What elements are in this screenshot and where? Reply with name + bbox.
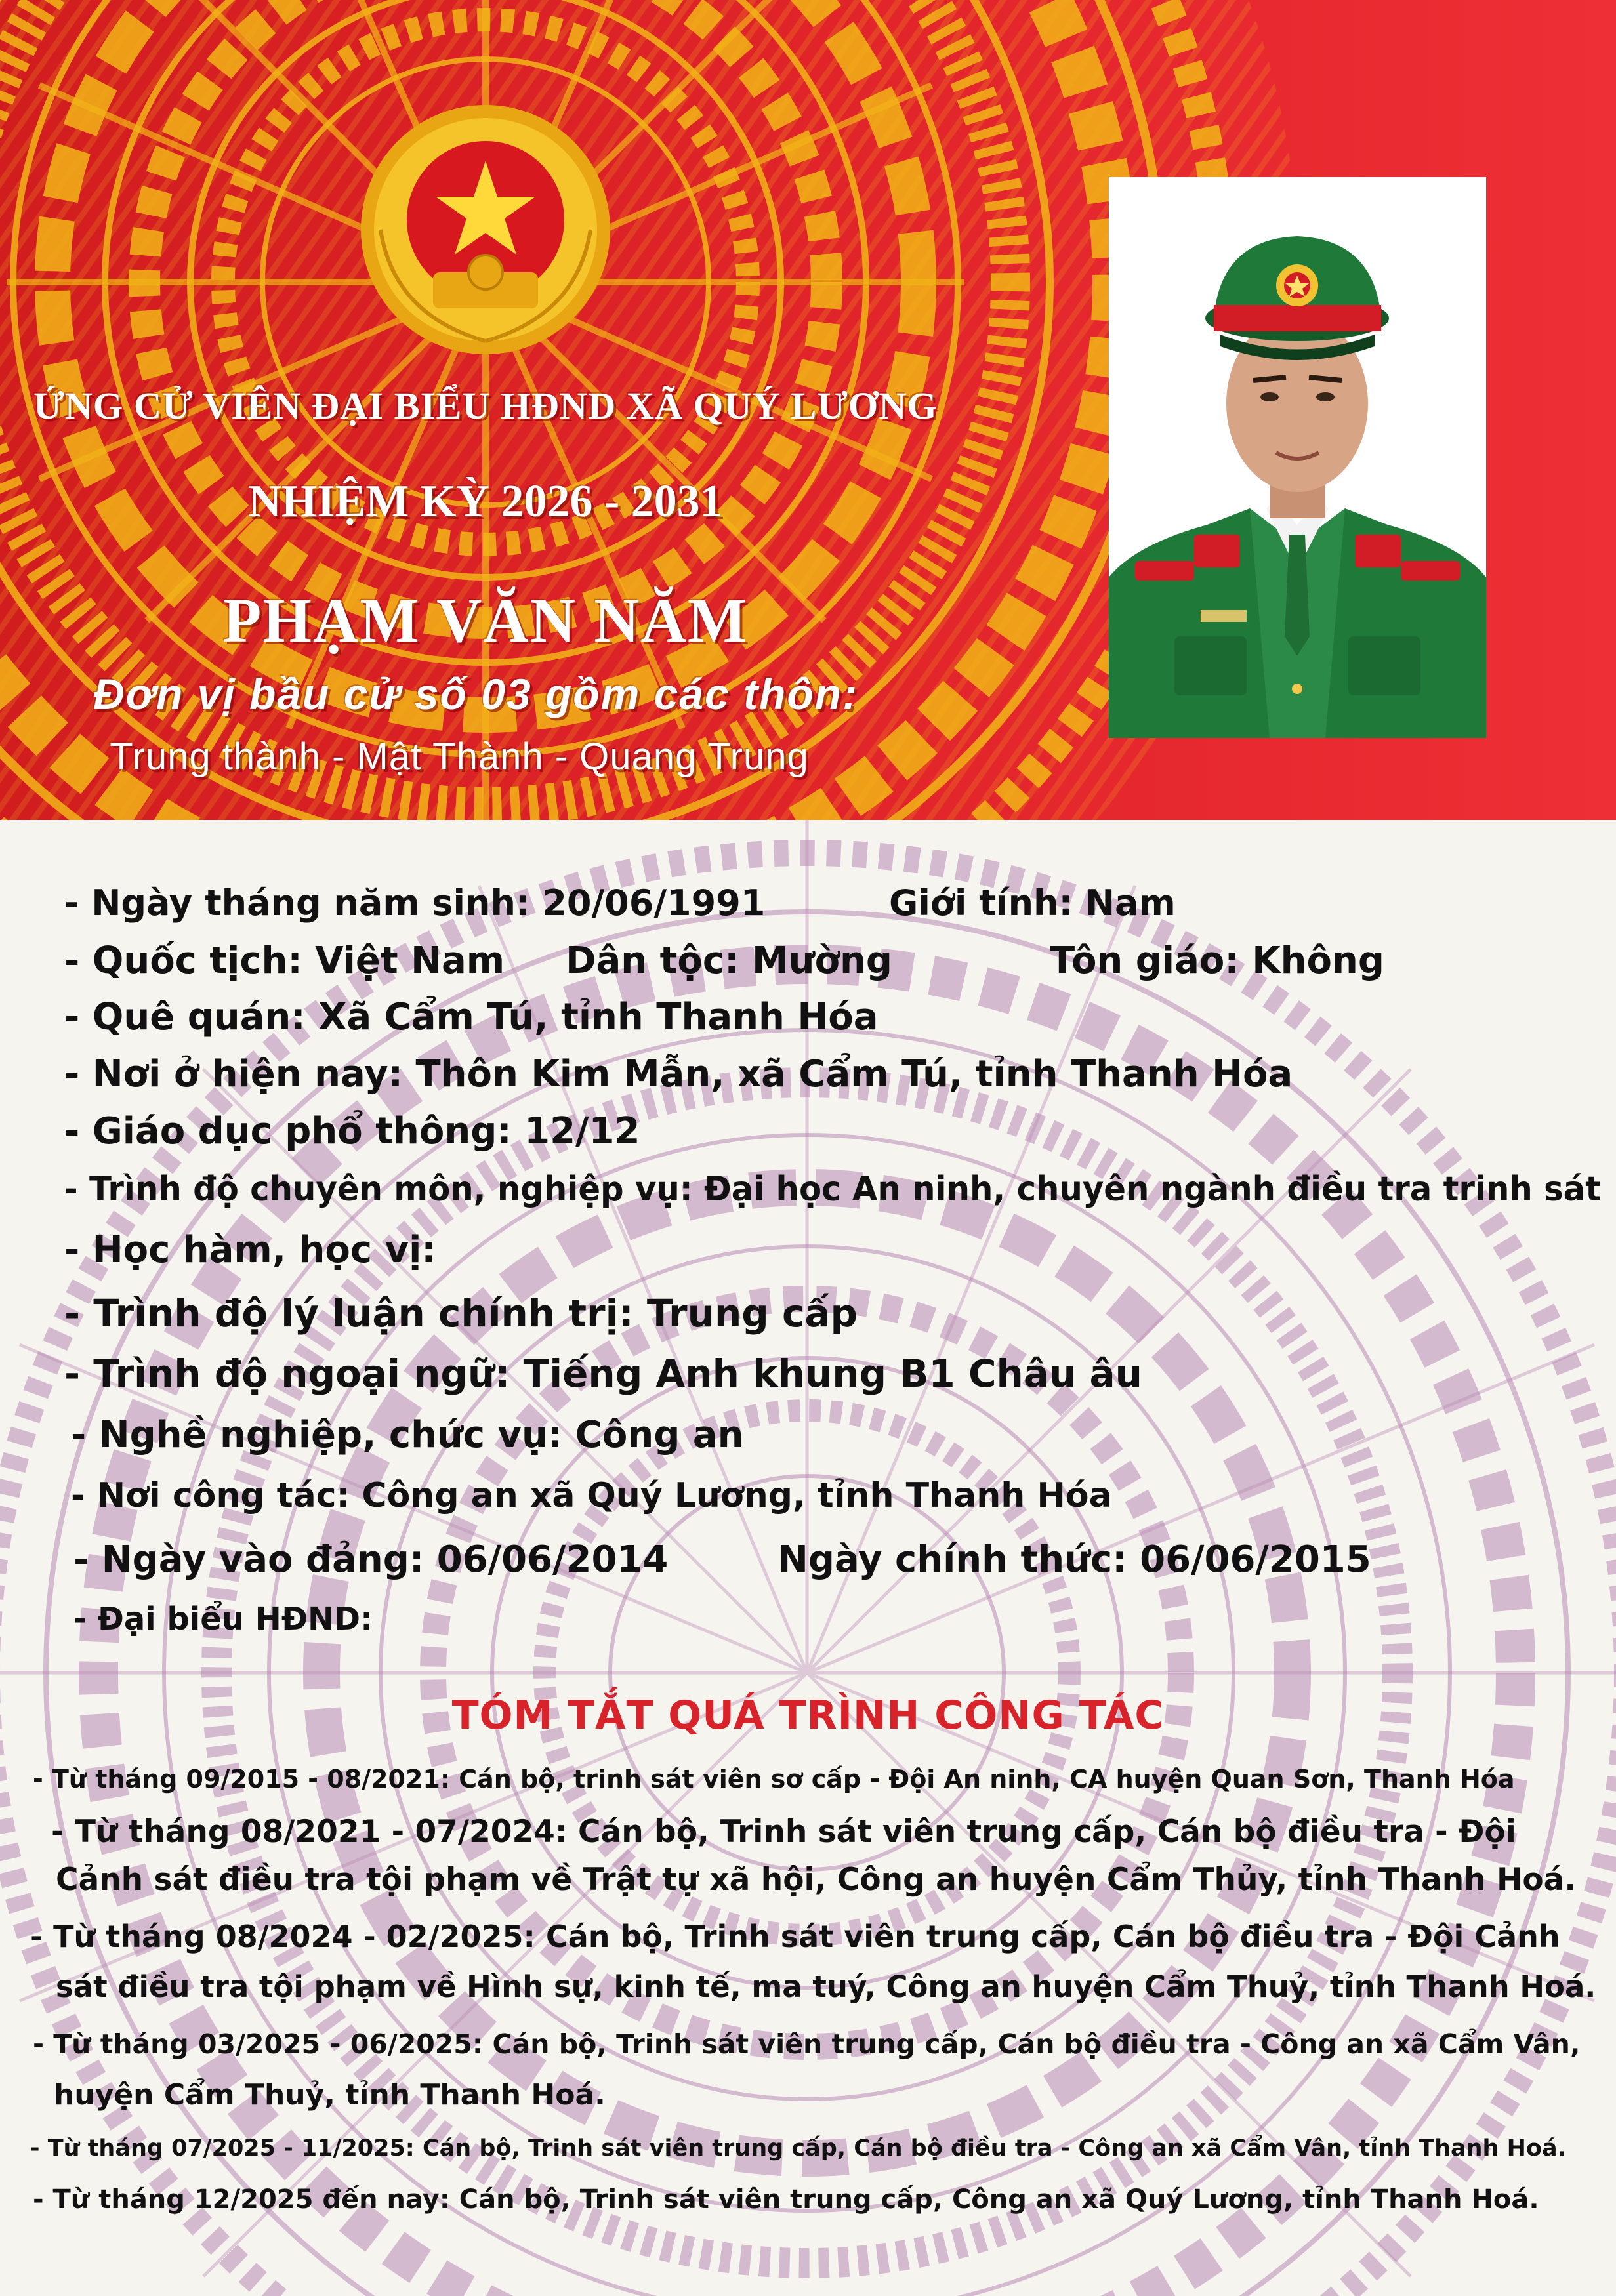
gender-text: Giới tính: Nam [889, 882, 1176, 924]
header-banner [0, 0, 1616, 820]
party-official-text: Ngày chính thức: 06/06/2015 [777, 1538, 1371, 1581]
career-line: huyện Cẩm Thuỷ, tỉnh Thanh Hoá. [54, 2078, 606, 2112]
candidate-name: PHẠM VĂN NĂM [222, 585, 749, 655]
occupation-text: - Nghề nghiệp, chức vụ: Công an [71, 1414, 744, 1456]
national-emblem-icon [354, 98, 617, 361]
electoral-villages: Trung thành - Mật Thành - Quang Trung [110, 735, 809, 778]
career-line: - Từ tháng 09/2015 - 08/2021: Cán bộ, trinh sát viên sơ cấp - Đội An ninh, CA huyện Quan Sơn, Thanh Hóa [33, 1765, 1515, 1794]
academic-text: - Học hàm, học vị: [64, 1229, 436, 1271]
hometown-text: - Quê quán: Xã Cẩm Tú, tỉnh Thanh Hóa [64, 996, 879, 1038]
electoral-unit: Đơn vị bầu cử số 03 gồm các thôn: [93, 670, 858, 718]
title-line-2: NHIỆM KỲ 2026 - 2031 [248, 476, 723, 527]
nationality-text: - Quốc tịch: Việt Nam [64, 939, 505, 982]
ethnicity-text: Dân tộc: Mường [566, 939, 892, 982]
career-line: - Từ tháng 08/2024 - 02/2025: Cán bộ, Trinh sát viên trung cấp, Cán bộ điều tra - Đội Cảnh [30, 1919, 1560, 1954]
title-line-1: ỨNG CỬ VIÊN ĐẠI BIỂU HĐND XÃ QUÝ LƯƠNG [33, 384, 938, 427]
career-line: sát điều tra tội phạm về Hình sự, kinh tế, ma tuý, Công an huyện Cẩm Thuỷ, tỉnh Thanh Hoá. [56, 1969, 1596, 2004]
career-line: - Từ tháng 03/2025 - 06/2025: Cán bộ, Trinh sát viên trung cấp, Cán bộ điều tra - Công an xã Cẩm Vân, [33, 2028, 1581, 2060]
religion-text: Tôn giáo: Không [1050, 939, 1384, 982]
career-line: - Từ tháng 08/2021 - 07/2024: Cán bộ, Trinh sát viên trung cấp, Cán bộ điều tra - Đội [51, 1814, 1516, 1850]
professional-text: - Trình độ chuyên môn, nghiệp vụ: Đại học An ninh, chuyên ngành điều tra trinh sát [64, 1170, 1602, 1209]
residence-text: - Nơi ở hiện nay: Thôn Kim Mẫn, xã Cẩm Tú, tỉnh Thanh Hóa [64, 1053, 1293, 1096]
language-text: - Trình độ ngoại ngữ: Tiếng Anh khung B1 Châu âu [64, 1351, 1142, 1396]
workplace-text: - Nơi công tác: Công an xã Quý Lương, tỉnh Thanh Hóa [71, 1476, 1112, 1515]
career-line: - Từ tháng 07/2025 - 11/2025: Cán bộ, Trinh sát viên trung cấp, Cán bộ điều tra - Công an xã Cẩm Vân, tỉnh Thanh Hoá. [30, 2135, 1566, 2162]
career-line: - Từ tháng 12/2025 đến nay: Cán bộ, Trinh sát viên trung cấp, Công an xã Quý Lương, tỉnh Thanh Hoá. [33, 2184, 1539, 2215]
officer-portrait-icon [1109, 177, 1486, 738]
party-join-text: - Ngày vào đảng: 06/06/2014 [73, 1538, 669, 1581]
candidate-portrait [1109, 177, 1486, 738]
council-delegate-text: - Đại biểu HĐND: [73, 1601, 373, 1637]
political-text: - Trình độ lý luận chính trị: Trung cấp [64, 1291, 858, 1336]
career-section-title: TÓM TẮT QUÁ TRÌNH CÔNG TÁC [451, 1692, 1165, 1738]
education-text: - Giáo dục phổ thông: 12/12 [64, 1110, 640, 1153]
career-line: Cảnh sát điều tra tội phạm về Trật tự xã hội, Công an huyện Cẩm Thủy, tỉnh Thanh Hoá. [56, 1862, 1577, 1898]
dob-text: - Ngày tháng năm sinh: 20/06/1991 [64, 882, 766, 924]
